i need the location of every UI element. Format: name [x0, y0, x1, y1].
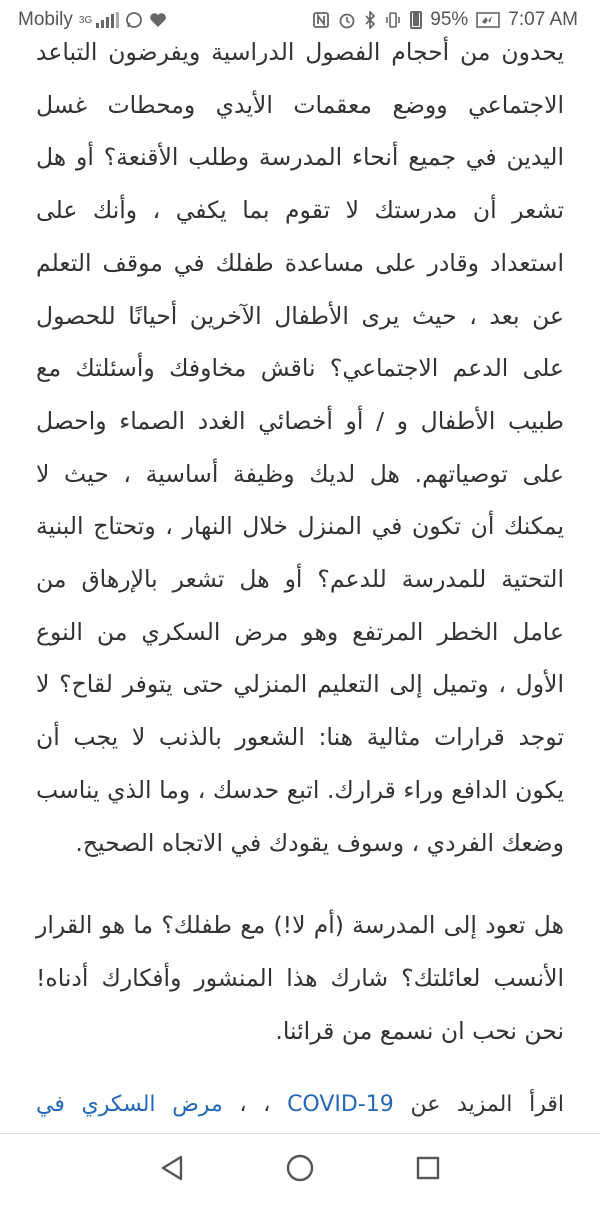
home-circle-icon — [285, 1153, 315, 1183]
separator-comma: ، — [263, 1092, 271, 1118]
carrier-label: Mobily — [18, 9, 73, 30]
network-type-label: 3G — [78, 14, 93, 26]
recents-square-icon — [415, 1155, 441, 1181]
article-body — [36, 26, 564, 1210]
link-diabetes-school[interactable]: مرض السكري في — [36, 1092, 223, 1118]
article-paragraph-closing: هل تعود إلى المدرسة (أم لا!) مع طفلك؟ ما هو القرار الأنسب لعائلتك؟ شارك هذا المنشور وأفكارك أدناه! نحن نحب ان نسمع من قرائنا. — [36, 911, 564, 1045]
recents-button[interactable] — [412, 1152, 444, 1184]
link-covid-19[interactable]: COVID-19 — [287, 1092, 394, 1118]
battery-percent: 95% — [430, 9, 469, 30]
home-button[interactable] — [284, 1152, 316, 1184]
clock-time: 7:07 AM — [508, 9, 578, 30]
navigation-bar — [0, 1134, 600, 1200]
separator-comma: ، — [239, 1092, 247, 1118]
links-intro-text: اقرأ المزيد عن — [410, 1092, 564, 1118]
back-triangle-icon — [159, 1154, 185, 1182]
article-paragraph: يحدون من أحجام الفصول الدراسية ويفرضون التباعد الاجتماعي ووضع معقمات الأيدي ومحطات غسل اليدين في جميع أنحاء المدرسة وطلب الأقنعة؟ أو هل تشعر أن مدرستك لا تقوم بما يكفي ، وأنك على استعداد وقادر على مساعدة طفلك في موقف التعلم عن بعد ، حيث يرى الأطفال الآخرين أحيانًا للحصول على الدعم الاجتماعي؟ ناقش مخاوفك وأسئلتك مع طبيب الأطفال و / أو أخصائي الغدد الصماء واحصل على توصياتهم. هل لديك وظيفة أساسية ، حيث لا يمكنك أن تكون في المنزل خلال النهار ، وتحتاج البنية التحتية للمدرسة للدعم؟ أو هل تشعر بالإرهاق من عامل الخطر المرتفع وهو مرض السكري من النوع الأول ، وتميل إلى التعليم المنزلي حتى يتوفر لقاح؟ لا توجد قرارات مثالية هنا: الشعور بالذنب لا يجب أن يكون الدافع وراء قرارك. اتبع حدسك ، وما الذي يناسب وضعك الفردي ، وسوف يقودك في الاتجاه الصحيح. — [36, 38, 564, 857]
back-button[interactable] — [156, 1152, 188, 1184]
